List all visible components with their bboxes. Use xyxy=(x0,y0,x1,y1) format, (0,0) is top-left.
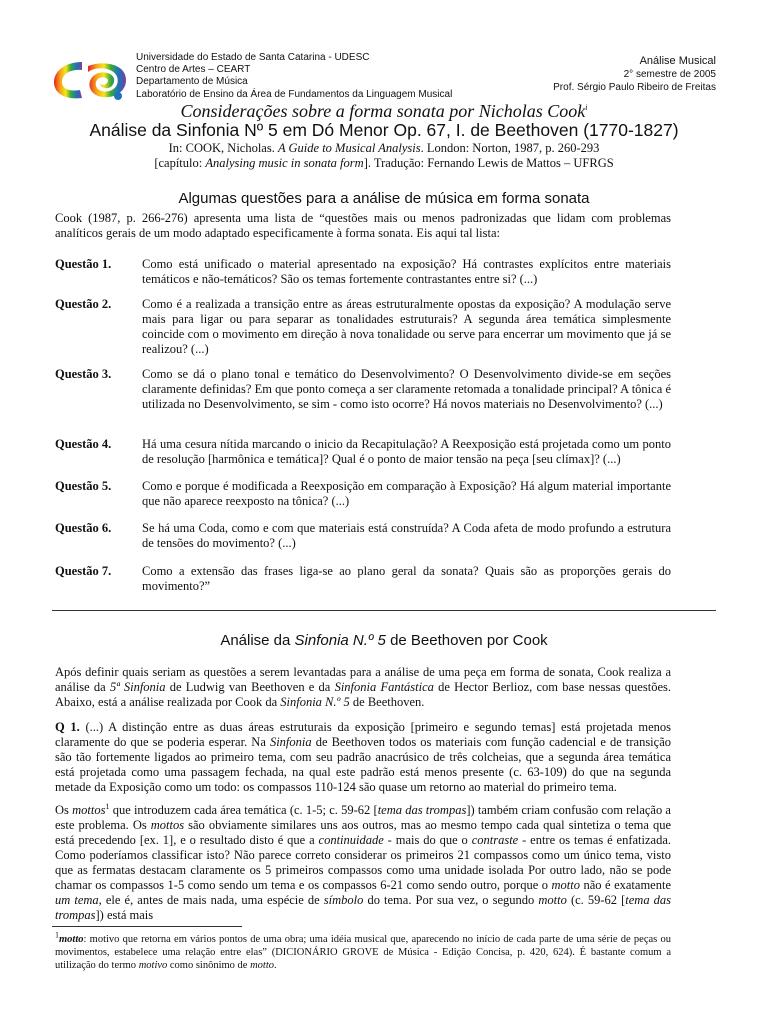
course-semester: 2° semestre de 2005 xyxy=(623,69,716,80)
heading-work-title: Sinfonia N.º 5 xyxy=(294,632,386,649)
text-run: ]) está mais xyxy=(95,908,154,922)
course-block xyxy=(553,55,716,94)
footnote-divider xyxy=(52,926,242,927)
text-run: . xyxy=(274,960,277,971)
text-run: motto xyxy=(551,878,580,892)
question-text: Como e porque é modificada a Reexposição em comparação à Exposição? Há algum material importante que não aparece reexposto na tônica? (...) xyxy=(142,479,671,508)
question-label: Questão 3. xyxy=(55,367,112,381)
intro-paragraph: Cook (1987, p. 266-276) apresenta uma lista de “questões mais ou menos padronizadas que lidam com problemas analíticos gerais de um modo adaptado especificamente à forma sonata. Eis aqui tal lista: xyxy=(55,211,671,240)
heading-prefix: Análise da xyxy=(220,632,295,649)
text-run: como sinônimo de xyxy=(167,960,251,971)
text-run: 1 xyxy=(105,801,110,811)
text-run: Q 1. xyxy=(55,720,80,734)
section-divider xyxy=(52,610,716,611)
ref-prefix: In: COOK, Nicholas. xyxy=(168,141,278,155)
text-run: de Ludwig van Beethoven e da xyxy=(165,680,335,694)
question-label: Questão 4. xyxy=(55,437,112,451)
institution-block xyxy=(136,52,452,101)
text-run: - mais do que o xyxy=(383,833,472,847)
text-run: são obviamente similares uns aos outros, mas ao mesmo tempo cada qual sintetiza o tema que está precedendo [ex. 1], e o resultado disto é que a xyxy=(55,818,672,847)
analysis-paragraph-1 xyxy=(55,665,671,710)
heading-suffix: de Beethoven por Cook xyxy=(385,632,548,649)
chapter-suffix: ]. Tradução: Fernando Lewis de Mattos – UFRGS xyxy=(363,156,614,170)
text-run: Sinfonia Fantástica xyxy=(334,680,434,694)
institution-line: Centro de Artes – CEART xyxy=(136,64,251,76)
text-run: tema das trompas xyxy=(377,803,467,817)
document-title xyxy=(0,101,768,122)
text-run: 5ª Sinfonia xyxy=(109,680,166,694)
question-label: Questão 5. xyxy=(55,479,112,493)
document-subtitle: Análise da Sinfonia Nº 5 em Dó Menor Op. 67, I. de Beethoven (1770-1827) xyxy=(89,120,679,140)
institution-line: Universidade do Estado de Santa Catarina - UDESC xyxy=(136,52,370,63)
text-run: motto xyxy=(250,960,275,971)
title-note-mark: i xyxy=(585,103,588,112)
bibliographic-reference xyxy=(0,141,768,156)
text-run: um tema xyxy=(55,893,99,907)
text-run: 1 xyxy=(55,930,59,940)
page-header xyxy=(52,52,716,102)
text-run: ]) também criam confusão com relação a este problema. Os xyxy=(55,803,671,832)
question-label: Questão 6. xyxy=(55,521,112,535)
text-run: : motivo que retorna em vários pontos de uma obra; uma idéia musical que, aparecendo no início de cada parte de uma série de peças ou movimentos, estabelece uma relação entre elas” (DICIONÁRIO GROVE de Música - Edição Concisa, p. 420, 624). É bastante comum a utilização do termo xyxy=(55,934,671,971)
course-title: Análise Musical xyxy=(639,55,716,67)
question-text: Como é a realizada a transição entre as áreas estruturalmente opostas da exposição? A modulação serve mais para ligar ou para separar as tonalidades estruturais? A segunda área temática simplesmente coincide com o movimento em direção à nova tonalidade ou serve para encerrar um movimento que já se realizou? (...) xyxy=(142,297,671,356)
text-run: (...) A distinção entre as duas áreas estruturais da exposição [primeiro e segundo temas] está projetada menos claramente do que se poderia esperar. Na xyxy=(55,720,671,749)
text-run: - entre os temas é enfatizada. Como poderíamos classificar isto? Não parece correto considerar os primeiros 21 compassos como um único tema, visto que as fermatas destacam claramente os 5 primeiros compassos como uma unidade isolada Por outro lado, não se pode chamar os compassos 1-5 como sendo um tema e os compassos 6-21 como sendo outro, porque o xyxy=(55,833,671,892)
chapter-reference xyxy=(0,156,768,171)
question-text: Há uma cesura nítida marcando o inicio da Recapitulação? A Reexposição está projetada como um ponto de resolução [harmônica e temática]? Qual é o ponto de maior tensão na peça [seu clímax]? (...) xyxy=(142,437,671,466)
chapter-prefix: [capítulo: xyxy=(154,156,206,170)
text-run: Após definir quais seriam as questões a serem levantadas para a análise de uma peça em forma de sonata, Cook realiza a análise da xyxy=(55,665,671,694)
section-heading-analysis xyxy=(0,632,768,649)
question-label: Questão 2. xyxy=(55,297,112,311)
question-text: Como está unificado o material apresentado na exposição? Há contrastes explícitos entre materiais temáticos e não-temáticos? São os temas fortemente contrastantes entre si? (...) xyxy=(142,257,671,286)
text-run: mottos xyxy=(150,818,185,832)
institution-line: Laboratório de Ensino da Área de Fundamentos da Linguagem Musical xyxy=(136,88,453,100)
udesc-logo xyxy=(52,56,130,102)
question-text: Como a extensão das frases liga-se ao plano geral da sonata? Quais são as proporções gerais do movimento?” xyxy=(142,564,671,593)
text-run: de Beethoven. xyxy=(349,695,425,709)
text-run: tema das trompas xyxy=(55,893,672,922)
analysis-paragraph-q1 xyxy=(55,720,671,795)
text-run: continuidade xyxy=(318,833,384,847)
text-run: motto xyxy=(59,934,84,945)
text-run: motto xyxy=(538,893,567,907)
question-text: Como se dá o plano tonal e temático do Desenvolvimento? O Desenvolvimento divide-se em seções claramente definidas? Em que ponto começa a ser claramente retomada a tonalidade principal? A tônica é utilizada no Desenvolvimento, se sim - como isto ocorre? Há novos materiais no Desenvolvimento? (...) xyxy=(142,367,671,411)
text-run: Sinfonia xyxy=(269,735,312,749)
text-run: , ele é, antes de mais nada, uma espécie de xyxy=(98,893,324,907)
footnote xyxy=(55,930,671,972)
ref-book-title: A Guide to Musical Analysis xyxy=(277,141,421,155)
text-run: motivo xyxy=(138,960,168,971)
text-run: (c. 59-62 [ xyxy=(566,893,626,907)
chapter-title: Analysing music in sonata form xyxy=(205,156,364,170)
text-run: símbolo xyxy=(323,893,364,907)
text-run: que introduzem cada área temática (c. 1-5; c. 59-62 [ xyxy=(109,803,378,817)
text-run: de Beethoven todos os materiais com função cadencial e de transição são tão fortemente ligados ao primeiro tema, com seu padrão anacrúsico de três colcheias, que a segunda área temática está projetada como uma passagem fechada, na qual este padrão está menos presente (c. 63-109) do que na segunda metade da Exposição como um todo: os compassos 110-124 são quase um retorno ao material do primeiro tema. xyxy=(55,735,671,794)
question-label: Questão 7. xyxy=(55,564,112,578)
text-run: contraste xyxy=(471,833,519,847)
question-text: Se há uma Coda, como e com que materiais está construída? A Coda afeta de modo profundo a estrutura de tensões do movimento? (...) xyxy=(142,521,671,550)
question-label: Questão 1. xyxy=(55,257,112,271)
text-run: Os xyxy=(55,803,73,817)
text-run: Sinfonia N.º 5 xyxy=(280,695,350,709)
institution-line: Departamento de Música xyxy=(136,76,248,88)
analysis-paragraph-mottos xyxy=(55,803,671,923)
title-text: Considerações sobre a forma sonata por Nicholas Cook xyxy=(180,101,586,121)
text-run: não é exatamente xyxy=(580,878,671,892)
ref-suffix: . London: Norton, 1987, p. 260-293 xyxy=(420,141,600,155)
course-professor: Prof. Sérgio Paulo Ribeiro de Freitas xyxy=(553,82,716,93)
text-run: mottos xyxy=(72,803,106,817)
text-run: de Hector Berlioz, com base nessas questões. Abaixo, está a análise realizada por Cook da xyxy=(55,680,671,709)
section-heading-questions: Algumas questões para a análise de música em forma sonata xyxy=(178,190,590,207)
text-run: do tema. Por sua vez, o segundo xyxy=(363,893,539,907)
